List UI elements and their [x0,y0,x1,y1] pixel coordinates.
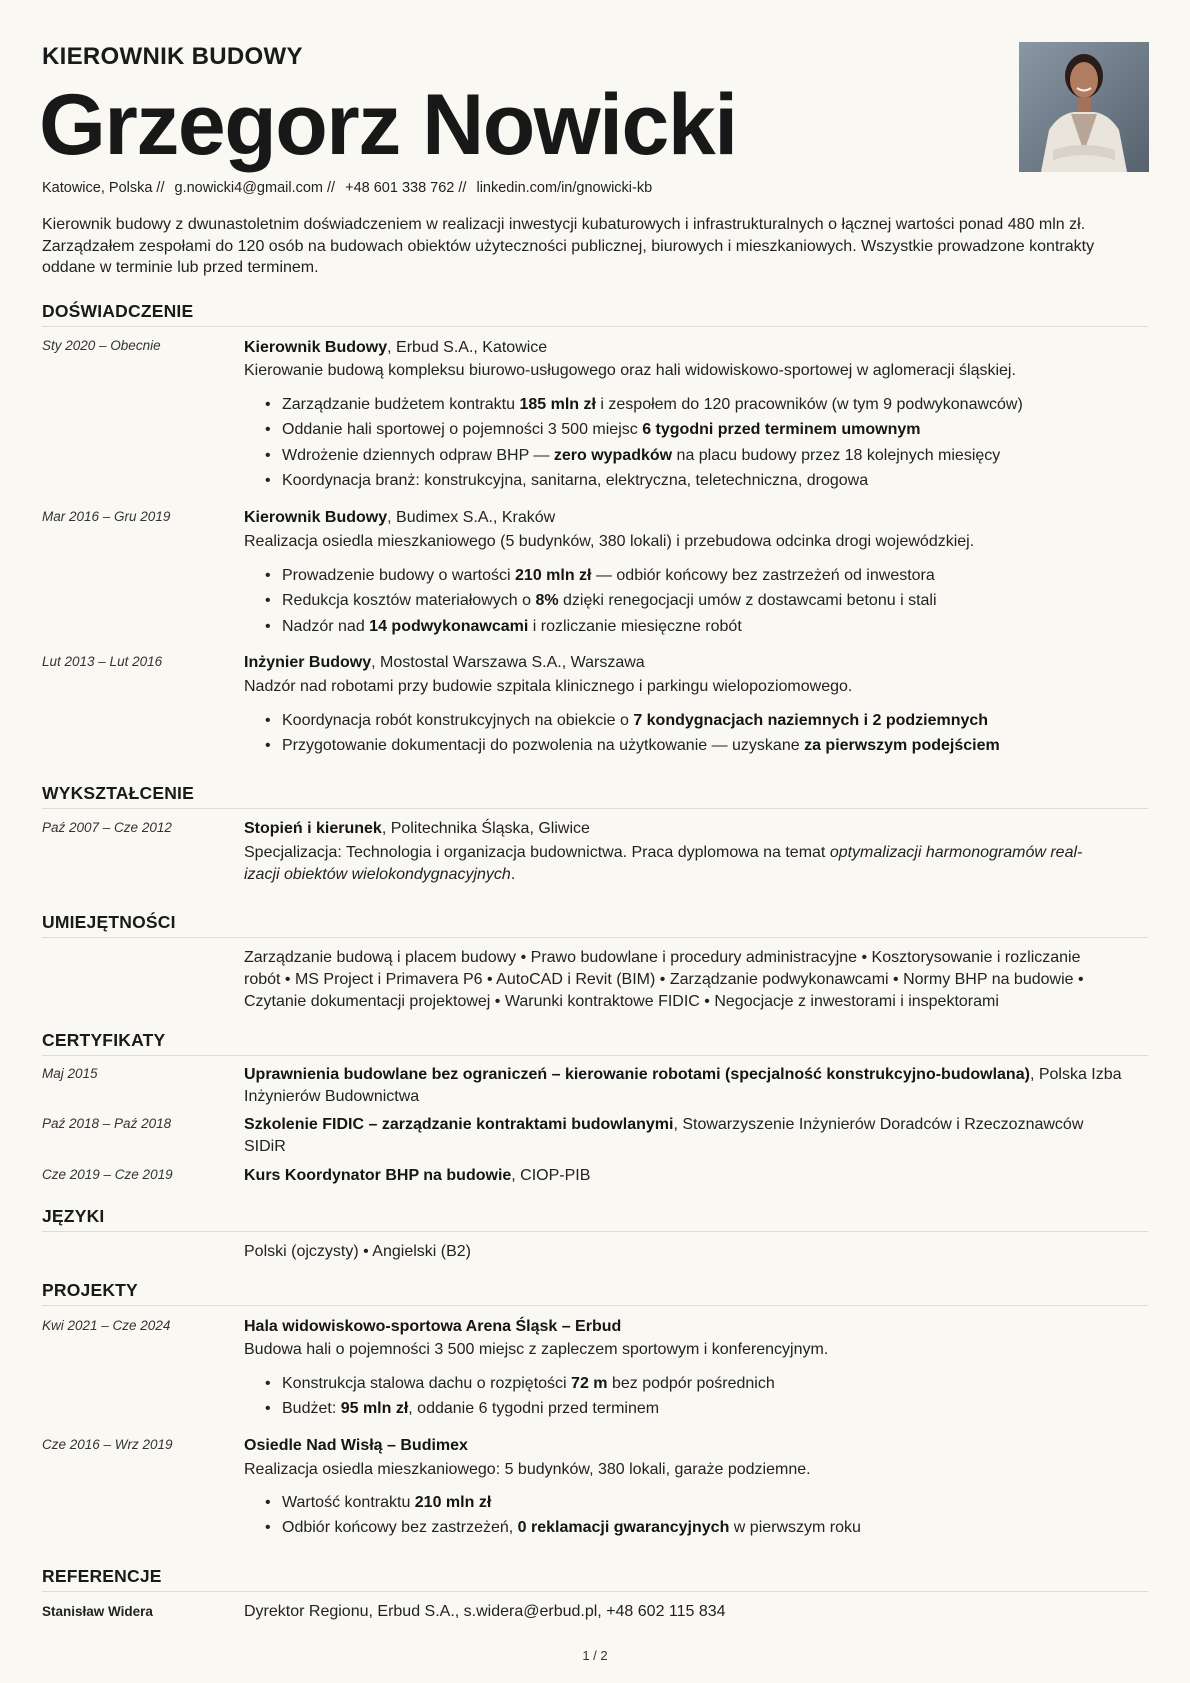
entry-title: Kierownik Budowy [244,509,388,526]
entry-heading [244,818,1148,840]
list-item: • Prowadzenie budowy o wartości 210 mln zł — odbiór końcowy bez zastrzeżeń od inwestora [265,563,1145,588]
bullet-list [265,392,1145,493]
list-item: • Wartość kontraktu 210 mln zł [265,1490,1145,1515]
bullet-list [265,708,1145,759]
separator: // [327,180,336,196]
candidate-name: Grzegorz Nowicki [39,77,737,173]
section-title-skills: UMIEJĘTNOŚCI [42,912,176,932]
list-item: • Przygotowanie dokumentacji do pozwolenia na użytkowanie — uzyskane za pierwszym podejściem [265,733,1145,758]
entry-date: Cze 2016 – Wrz 2019 [42,1437,173,1452]
list-item: • Zarządzanie budżetem kontraktu 185 mln zł i zespołem do 120 pracowników (w tym 9 podwykonawców) [265,392,1145,417]
section-title-certificates: CERTYFIKATY [42,1030,166,1050]
entry-org: , Politechnika Śląska, Gliwice [381,820,590,837]
entry-heading [244,507,1148,529]
list-item: • Budżet: 95 mln zł, oddanie 6 tygodni przed terminem [265,1396,1145,1421]
section-divider [42,937,1148,938]
list-item: • Konstrukcja stalowa dachu o rozpiętości 72 m bez podpór pośrednich [265,1371,1145,1396]
entry-title: Kierownik Budowy [244,339,388,356]
entry-description: Nadzór nad robotami przy budowie szpitala klinicznego i parkingu wielopoziomowego. [244,678,853,695]
certificate-entry: Uprawnienia budowlane bez ograniczeń – kierowanie robotami (specjalność konstrukcyjno-budowlana), Polska Izba Inżynierów Budownictwa [244,1066,1122,1105]
list-item: • Wdrożenie dziennych odpraw BHP — zero wypadków na placu budowy przez 18 kolejnych miesięcy [265,443,1145,468]
bullet-list [265,1371,1145,1422]
entry-date: Lut 2013 – Lut 2016 [42,654,163,669]
entry-org: , Erbud S.A., Katowice [387,339,548,356]
entry-title: Stopień i kierunek [244,820,382,837]
section-title-education: WYKSZTAŁCENIE [42,783,194,803]
entry-heading [244,1435,1148,1457]
entry-date: Paź 2018 – Paź 2018 [42,1116,172,1131]
separator: // [156,180,165,196]
list-item: • Odbiór końcowy bez zastrzeżeń, 0 reklamacji gwarancyjnych w pierwszym roku [265,1515,1145,1540]
entry-description: Specjalizacja: Technologia i organizacja budownictwa. Praca dyplomowa na temat optymalizacji harmonogramów real- izacji obiektów wielokondygnacyjnych. [244,844,1083,883]
certificate-entry: Szkolenie FIDIC – zarządzanie kontraktami budowlanymi, Stowarzyszenie Inżynierów Doradców i Rzeczoznawców SIDiR [244,1116,1084,1155]
section-title-projects: PROJEKTY [42,1280,138,1300]
entry-description: Kierowanie budową kompleksu biurowo-usługowego oraz hali widowiskowo-sportowej w aglomeracji śląskiej. [244,362,1016,379]
section-divider [42,326,1148,327]
skills-list: Zarządzanie budową i placem budowy • Prawo budowlane i procedury administracyjne • Kosztorysowanie i rozliczanie robót • MS Project i Primavera P6 • AutoCAD i Revit (BIM) • Zarządzanie podwykonawcami • Normy BHP na budowie • Czytanie dokumentacji projektowej • Warunki kontraktowe FIDIC • Negocjacje z inwestorami i inspektorami [244,949,1084,1010]
bullet-list [265,1490,1145,1541]
entry-date: Maj 2015 [42,1066,98,1081]
profile-photo [1019,42,1149,172]
list-item: • Koordynacja robót konstrukcyjnych na obiekcie o 7 kondygnacjach naziemnych i 2 podziemnych [265,708,1145,733]
section-title-experience: DOŚWIADCZENIE [42,301,194,321]
profile-summary: Kierownik budowy z dwunastoletnim doświadczeniem w realizacji inwestycji kubaturowych i infrastrukturalnych o łącznej wartości ponad 480 mln zł. Zarządzałem zespołami do 120 osób na budowach obiektów użyteczności publicznej, biurowych i mieszkaniowych. Wszystkie prowadzone kontrakty oddane w terminie lub przed terminem. [42,216,1095,276]
entry-heading [244,337,1148,359]
section-divider [42,1591,1148,1592]
contact-line [42,180,652,196]
languages-list: Polski (ojczysty) • Angielski (B2) [244,1243,471,1260]
entry-description: Realizacja osiedla mieszkaniowego: 5 budynków, 380 lokali, garaże podziemne. [244,1461,811,1478]
page-number: 1 / 2 [582,1648,608,1663]
list-item: • Koordynacja branż: konstrukcyjna, sanitarna, elektryczna, teletechniczna, drogowa [265,468,1145,493]
entry-description: Budowa hali o pojemności 3 500 miejsc z zapleczem sportowym i konferencyjnym. [244,1341,829,1358]
entry-description: Realizacja osiedla mieszkaniowego (5 budynków, 380 lokali) i przebudowa odcinka drogi wojewódzkiej. [244,533,975,550]
certificate-entry: Kurs Koordynator BHP na budowie, CIOP-PIB [244,1167,591,1184]
entry-date: Sty 2020 – Obecnie [42,338,161,353]
section-divider [42,808,1148,809]
section-title-languages: JĘZYKI [42,1206,105,1226]
entry-title: Inżynier Budowy [244,654,372,671]
entry-date: Cze 2019 – Cze 2019 [42,1167,173,1182]
list-item: • Redukcja kosztów materiałowych o 8% dzięki renegocjacji umów z dostawcami betonu i stali [265,588,1145,613]
section-divider [42,1305,1148,1306]
bullet-list [265,563,1145,639]
entry-title: Hala widowiskowo-sportowa Arena Śląsk – Erbud [244,1318,622,1335]
entry-date: Mar 2016 – Gru 2019 [42,509,171,524]
job-title: KIEROWNIK BUDOWY [42,43,303,70]
linkedin-link[interactable]: linkedin.com/in/gnowicki-kb [476,180,653,196]
separator: // [458,180,467,196]
phone-number[interactable]: +48 601 338 762 [345,180,455,196]
resume-page [39,0,1148,1683]
entry-heading [244,652,1148,674]
section-title-references: REFERENCJE [42,1566,162,1586]
email-link[interactable]: g.nowicki4@gmail.com [174,180,324,196]
reference-name: Stanisław Widera [42,1604,153,1619]
section-divider [42,1055,1148,1056]
entry-org: , Budimex S.A., Kraków [387,509,556,526]
entry-date: Paź 2007 – Cze 2012 [42,820,172,835]
list-item: • Oddanie hali sportowej o pojemności 3 500 miejsc 6 tygodni przed terminem umownym [265,417,1145,442]
location: Katowice, Polska [42,180,153,196]
entry-org: , Mostostal Warszawa S.A., Warszawa [371,654,645,671]
entry-heading [244,1316,1148,1338]
entry-title: Osiedle Nad Wisłą – Budimex [244,1437,468,1454]
reference-detail: Dyrektor Regionu, Erbud S.A., s.widera@erbud.pl, +48 602 115 834 [244,1603,726,1620]
section-divider [42,1231,1148,1232]
entry-date: Kwi 2021 – Cze 2024 [42,1318,171,1333]
list-item: • Nadzór nad 14 podwykonawcami i rozliczanie miesięczne robót [265,614,1145,639]
